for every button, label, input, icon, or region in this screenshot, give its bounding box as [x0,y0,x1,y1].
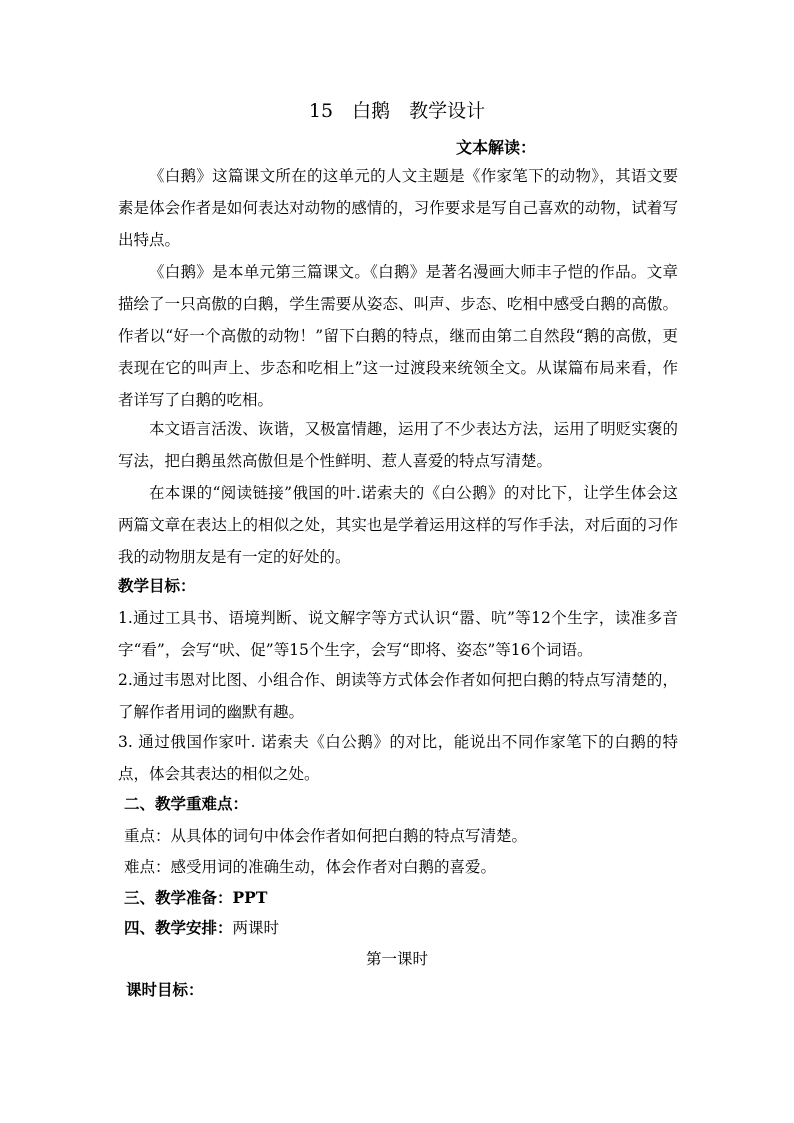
section-heading-text-reading: 文本解读： [456,138,537,157]
schedule-row [124,912,684,944]
objective-item: 1.通过工具书、语境判断、说文解字等方式认识“嚣、吭”等12个生字，读准多音字“看”，会写“吠、促”等15个生字，会写“即将、姿态”等16个词语。 [118,609,678,659]
difficult-point: 难点：感受用词的准确生动，体会作者对白鹅的喜爱。 [124,858,497,876]
paragraph: 在本课的“阅读链接”俄国的叶.诺索夫的《白公鹅》的对比下，让学生体会这两篇文章在表达上的相似之处，其实也是学着运用这样的写作手法，对后面的习作我的动物朋友是有一定的好处的。 [118,484,678,566]
key-points-heading: 二、教学重难点： [124,794,249,813]
paragraph: 本文语言活泼、诙谐，又极富情趣，运用了不少表达方法，运用了明贬实褒的写法，把白鹅虽然高傲但是个性鲜明、惹人喜爱的特点写清楚。 [118,420,678,470]
paragraph: 《白鹅》这篇课文所在的这单元的人文主题是《作家笔下的动物》，其语文要素是体会作者是如何表达对动物的感情的，习作要求是写自己喜欢的动物，试着写出特点。 [118,167,678,249]
paragraph: 《白鹅》是本单元第三篇课文。《白鹅》是著名漫画大师丰子恺的作品。文章描绘了一只高傲的白鹅，学生需要从姿态、叫声、步态、吃相中感受白鹅的高傲。作者以“好一个高傲的动物！”留下白鹅的特点，继而由第二自然段“鹅的高傲，更表现在它的叫声上、步态和吃相上”这一过渡段来统领全文。从谋篇布局来看，作者详写了白鹅的吃相。 [118,263,678,409]
key-point: 重点：从具体的词句中体会作者如何把白鹅的特点写清楚。 [124,827,528,845]
schedule-label: 四、教学安排： [124,918,233,937]
document-title: 15 白鹅 教学设计 [308,100,486,122]
objective-item: 2.通过韦恩对比图、小组合作、朗读等方式体会作者如何把白鹅的特点写清楚的，了解作者用词的幽默有趣。 [118,671,678,721]
preparation-row [124,882,684,914]
lesson-heading: 第一课时 [365,950,428,968]
lesson-objectives-heading: 课时目标： [126,980,204,999]
schedule-value: 两课时 [232,919,280,937]
objective-item: 3. 通过俄国作家叶. 诺索夫《白公鹅》的对比，能说出不同作家笔下的白鹅的特点，体会其表达的相似之处。 [118,733,678,783]
preparation-label: 三、教学准备： [124,888,233,907]
preparation-value: PPT [232,888,268,907]
objectives-heading: 教学目标： [118,576,196,595]
